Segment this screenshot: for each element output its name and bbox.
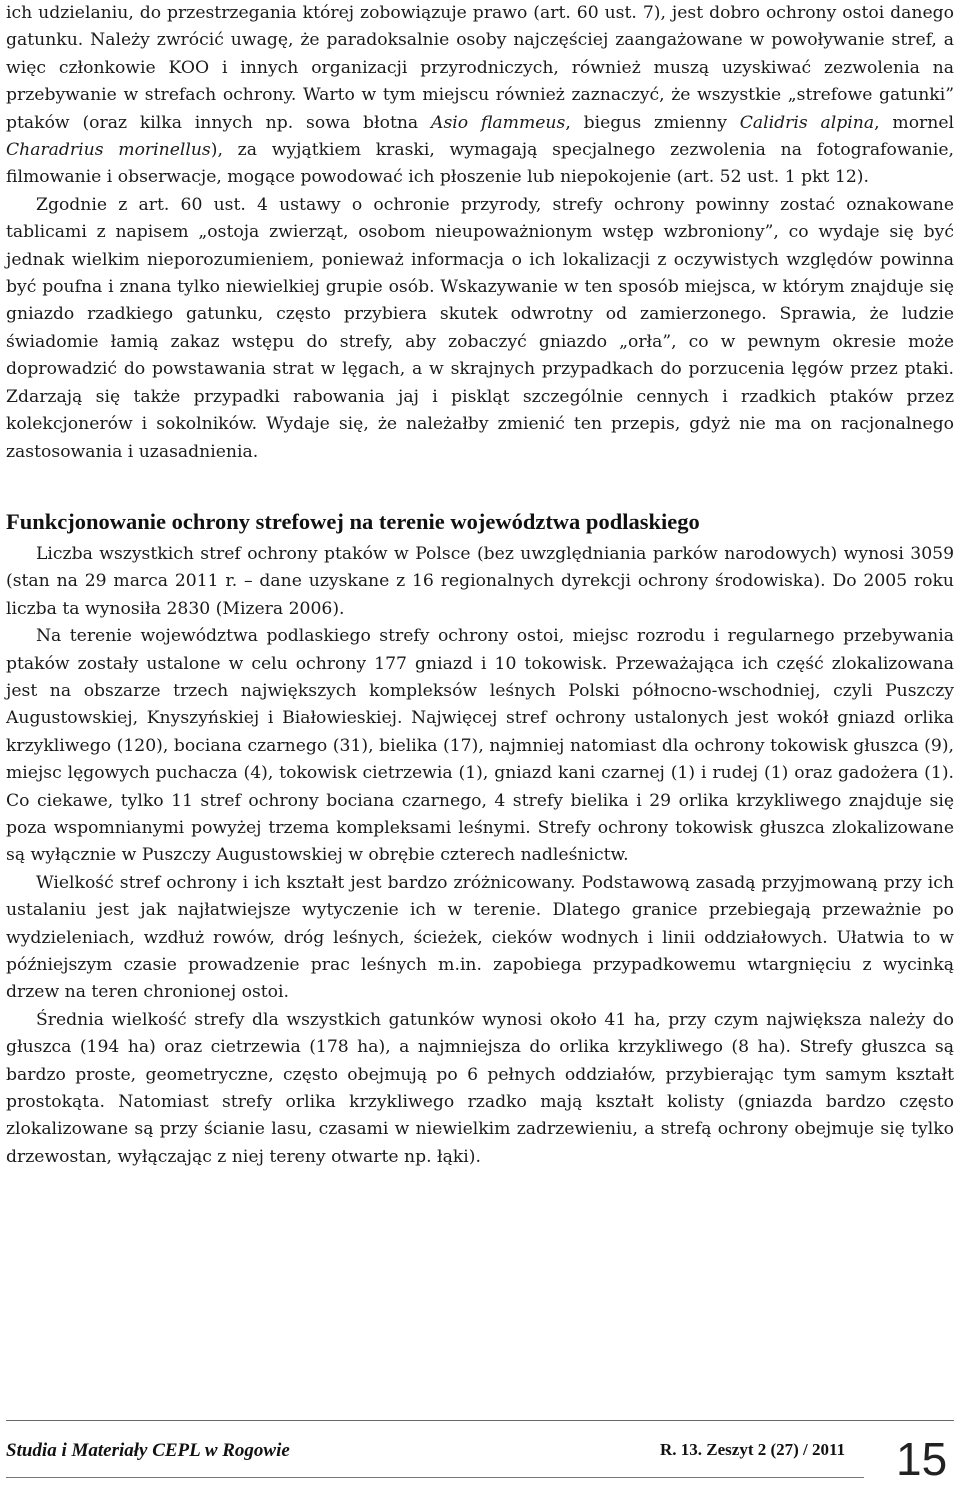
paragraph-continued [6,0,954,192]
page-number: 15 [896,1433,948,1485]
section-heading: Funkcjonowanie ochrony strefowej na terenie województwa podlaskiego [6,508,700,534]
issue-info: R. 13. Zeszyt 2 (27) / 2011 [660,1440,846,1459]
paragraph: Wielkość stref ochrony i ich kształt jest bardzo zróżnicowany. Podstawową zasadą przyjmowaną przy ich ustalaniu jest jak najłatwiejsze wytyczenie ich w terenie. Dlatego granice przebiegają przeważnie po wydzieleniach, wzdłuż rowów, dróg leśnych, ścieżek, cieków wodnych i linii oddziałowych. Ułatwia to w późniejszym czasie prowadzenie prac leśnych m.in. zapobiega przypadkowemu wtargnięciu z wycinką drzew na teren chronionej ostoi. [6,872,954,1003]
footer-underline [6,1477,864,1478]
paragraph: Średnia wielkość strefy dla wszystkich gatunków wynosi około 41 ha, przy czym największa należy do głuszca (194 ha) oraz cietrzewia (178 ha), a najmniejsza do orlika krzykliwego (8 ha). Strefy głuszca są bardzo proste, geometryczne, często obejmują po 6 pełnych oddziałów, przybierając tym samym kształt prostokąta. Natomiast strefy orlika krzykliwego rzadko mają kształt kolisty (gniazda bardzo często zlokalizowane są przy ścianie lasu, czasami w niewielkim zadrzewieniu, a strefą ochrony obejmuje się tylko drzewostan, wyłączając z niej tereny otwarte np. łąki). [6,1009,954,1167]
text-run: ich udzielaniu, do przestrzegania której zobowiązuje prawo (art. 60 ust. 7), jest dobro ochrony ostoi danego gatunku. Należy zwrócić uwagę, że paradoksalnie osoby najczęściej zaangażowane w powoływanie stref, a więc członkowie KOO i innych organizacji przyrodniczych, również muszą uzyskiwać zezwolenia na przebywanie w strefach ochrony. Warto w tym miejscu również zaznaczyć, że wszystkie „strefowe gatunki” ptaków (oraz kilka innych np. sowa błotna [6,3,954,133]
text-run: Zgodnie z art. 60 ust. 4 ustawy o ochronie przyrody, strefy ochrony powinny zostać oznakowane tablicami z napisem „ostoja zwierząt, osobom nieupoważnionym wstęp wzbroniony”, co wydaje się być jednak wielkim nieporozumieniem, ponieważ informacja o ich lokalizacji z oczywistych względów powinna być poufna i znana tylko niewielkiej grupie osób. Wskazywanie w ten sposób miejsca, w którym znajduje się gniazdo rzadkiego gatunku, często przybiera skutek odwrotny od zamierzonego. Sprawia, że ludzie świadomie łamią zakaz wstępu do strefy, aby zobaczyć gniazdo „orła”, co w pewnym okresie może doprowadzić do powstawania strat w lęgach, a w skrajnych przypadkach do porzucenia lęgów przez ptaki. Zdarzają się także przypadki rabowania jaj i piskląt szczególnie cennych i rzadkich ptaków przez kolekcjonerów i sokolników. Wydaje się, że należałby zmienić ten przepis, gdyż nie ma on racjonalnego zastosowania i uzasadnienia. [6,194,954,462]
text-run: ), za wyjątkiem kraski, wymagają specjalnego zezwolenia na fotografowanie, filmowanie i obserwacje, mogące powodować ich płoszenie lub niepokojenie (art. 52 ust. 1 pkt 12). [6,140,954,188]
article-body [6,0,954,1171]
text-run: , mornel [874,112,955,133]
paragraph: Liczba wszystkich stref ochrony ptaków w Polsce (bez uwzględniania parków narodowych) wynosi 3059 (stan na 29 marca 2011 r. – dane uzyskane z 16 regionalnych dyrekcji ochrony środowiska). Do 2005 roku liczba ta wynosiła 2830 (Mizera 2006). [6,543,954,619]
journal-title: Studia i Materiały CEPL w Rogowie [6,1440,290,1461]
paragraph: Na terenie województwa podlaskiego strefy ochrony ostoi, miejsc rozrodu i regularnego przebywania ptaków zostały ustalone w celu ochrony 177 gniazd i 10 tokowisk. Przeważająca ich część zlokalizowana jest na obszarze trzech największych kompleksów leśnych Polski północno-wschodniej, czyli Puszczy Augustowskiej, Knyszyńskiej i Białowieskiej. Najwięcej stref ochrony ustalonych jest wokół gniazd orlika krzykliwego (120), bociana czarnego (31), bielika (17), najmniej natomiast dla ochrony tokowisk głuszca (9), miejsc lęgowych puchacza (4), tokowisk cietrzewia (1), gniazd kani czarnej (1) i rudej (1) oraz gadożera (1). Co ciekawe, tylko 11 stref ochrony bociana czarnego, 4 strefy bielika i 29 orlika krzykliwego znajduje się poza wspomnianymi powyżej trzema kompleksami leśnymi. Strefy ochrony tokowisk głuszca zlokalizowane są wyłącznie w Puszczy Augustowskiej w obrębie czterech nadleśnictw. [6,626,954,866]
footer-divider [6,1420,954,1421]
species-name: Calidris alpina [739,112,875,133]
species-name: Charadrius morinellus [6,140,211,161]
text-run: , biegus zmienny [565,112,740,133]
paragraph [6,192,954,466]
species-name: Asio flammeus [431,112,566,133]
